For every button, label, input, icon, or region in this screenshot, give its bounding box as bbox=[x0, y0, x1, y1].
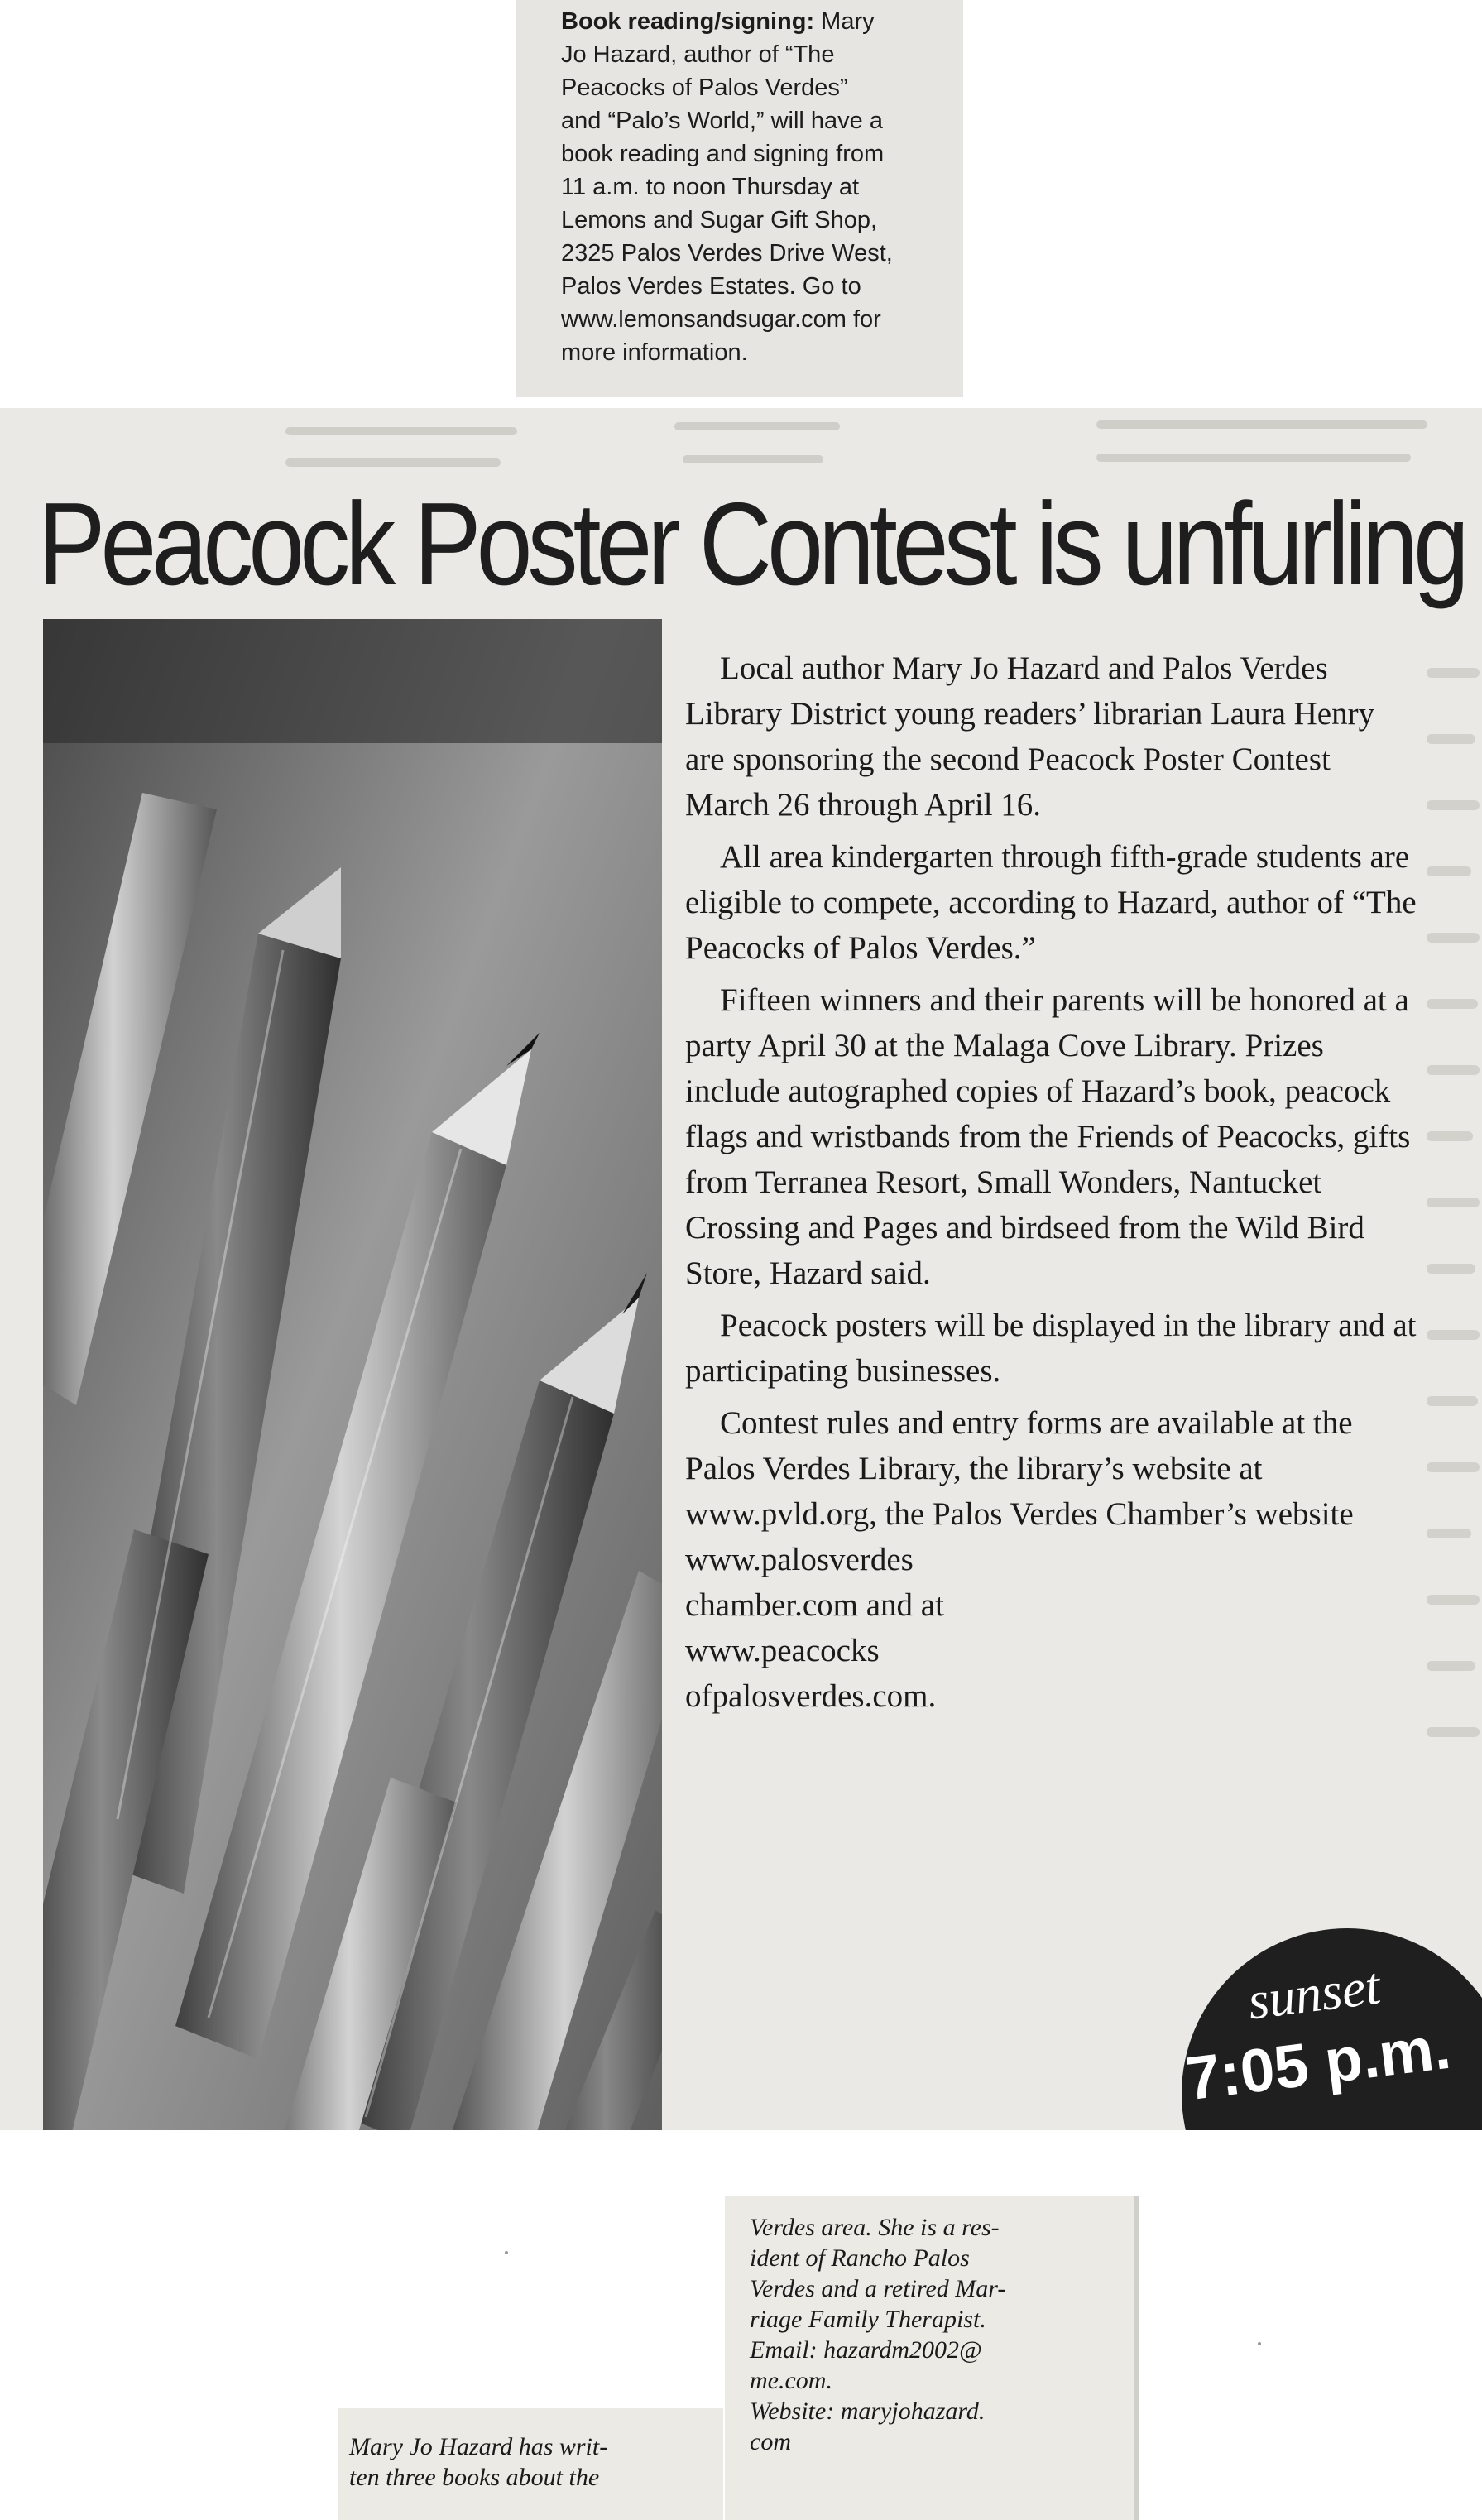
url-line: www.peacocks bbox=[685, 1633, 880, 1668]
bio-line: ident of Rancho Palos bbox=[750, 2244, 970, 2272]
sunset-time: 7:05 p.m. bbox=[1182, 2012, 1455, 2114]
url-line: ofpalosverdes.com. bbox=[685, 1678, 937, 1714]
bleed-through-texture bbox=[0, 408, 1482, 482]
colored-pencils-photo bbox=[43, 619, 662, 2130]
author-bio-left bbox=[338, 2408, 723, 2520]
article-headline: Peacock Poster Contest is unfurling bbox=[38, 478, 1465, 610]
notice-line: and “Palo’s World,” will have a bbox=[561, 108, 883, 134]
sunset-label: sunset bbox=[1245, 1956, 1384, 2031]
url-line: www.palosverdes bbox=[685, 1542, 914, 1577]
contest-rules-text: Contest rules and entry forms are available at the Palos Verdes Library, the library’s website at www.pvld.org, the Palos Verdes Chamber’s website bbox=[685, 1405, 1354, 1532]
sunset-badge bbox=[1182, 1928, 1482, 2130]
article-paragraph-last bbox=[685, 1400, 1418, 1719]
paper-speck bbox=[505, 2251, 508, 2254]
notice-line: www.lemonsandsugar.com for bbox=[561, 306, 881, 333]
notice-line: more information. bbox=[561, 339, 748, 366]
notice-line-1: Book reading/signing: Mary bbox=[561, 8, 875, 35]
bleed-column-icon bbox=[1425, 648, 1482, 2121]
bio-line: Mary Jo Hazard has writ- bbox=[349, 2433, 608, 2460]
notice-line: Jo Hazard, author of “The bbox=[561, 41, 835, 68]
notice-line: 11 a.m. to noon Thursday at bbox=[561, 174, 860, 200]
pencils-image-icon bbox=[43, 619, 662, 2130]
bleed-lines-icon bbox=[0, 408, 1482, 482]
bio-line: me.com. bbox=[750, 2367, 832, 2394]
article-paragraph: Fifteen winners and their parents will be honored at a party April 30 at the Malaga Cove Library. Prizes include autographed copies of Hazard’s book, peacock flags and wristbands from the Friends of Peacocks, gifts from Terranea Resort, Small Wonders, Nantucket Crossing and Pages and birdseed from the Wild Bird Store, Hazard said. bbox=[685, 982, 1411, 1291]
article-paragraph: Peacock posters will be displayed in the library and at participating businesses. bbox=[685, 1308, 1417, 1389]
bio-line: Verdes and a retired Mar- bbox=[750, 2275, 1006, 2302]
url-line: chamber.com and at bbox=[685, 1587, 944, 1623]
paper-speck bbox=[1258, 2342, 1261, 2345]
notice-line: Lemons and Sugar Gift Shop, bbox=[561, 207, 878, 233]
bio-line: ten three books about the bbox=[349, 2464, 600, 2491]
notice-line: Palos Verdes Estates. Go to bbox=[561, 273, 861, 300]
notice-lead: Book reading/signing: bbox=[561, 8, 815, 35]
author-bio-right bbox=[725, 2196, 1139, 2520]
bleed-through-column-right bbox=[1425, 648, 1482, 2121]
bio-line: com bbox=[750, 2428, 791, 2455]
bio-line: Website: maryjohazard. bbox=[750, 2398, 986, 2425]
article-paragraph: All area kindergarten through fifth-grade students are eligible to compete, according to Hazard, author of “The Peacocks of Palos Verdes.” bbox=[685, 839, 1417, 966]
notice-line: Peacocks of Palos Verdes” bbox=[561, 74, 848, 101]
article-paragraph: Local author Mary Jo Hazard and Palos Verdes Library District young readers’ librarian Laura Henry are sponsoring the second Peacock Poster Contest March 26 through April 16. bbox=[685, 650, 1375, 823]
book-reading-notice bbox=[516, 0, 963, 397]
bio-line: riage Family Therapist. bbox=[750, 2306, 986, 2333]
notice-line: 2325 Palos Verdes Drive West, bbox=[561, 240, 893, 266]
article-body bbox=[685, 646, 1418, 1726]
bio-line: Email: hazardm2002@ bbox=[750, 2336, 982, 2364]
bio-line: Verdes area. She is a res- bbox=[750, 2214, 1000, 2241]
main-article-clipping bbox=[0, 408, 1482, 2130]
notice-line: book reading and signing from bbox=[561, 141, 885, 167]
